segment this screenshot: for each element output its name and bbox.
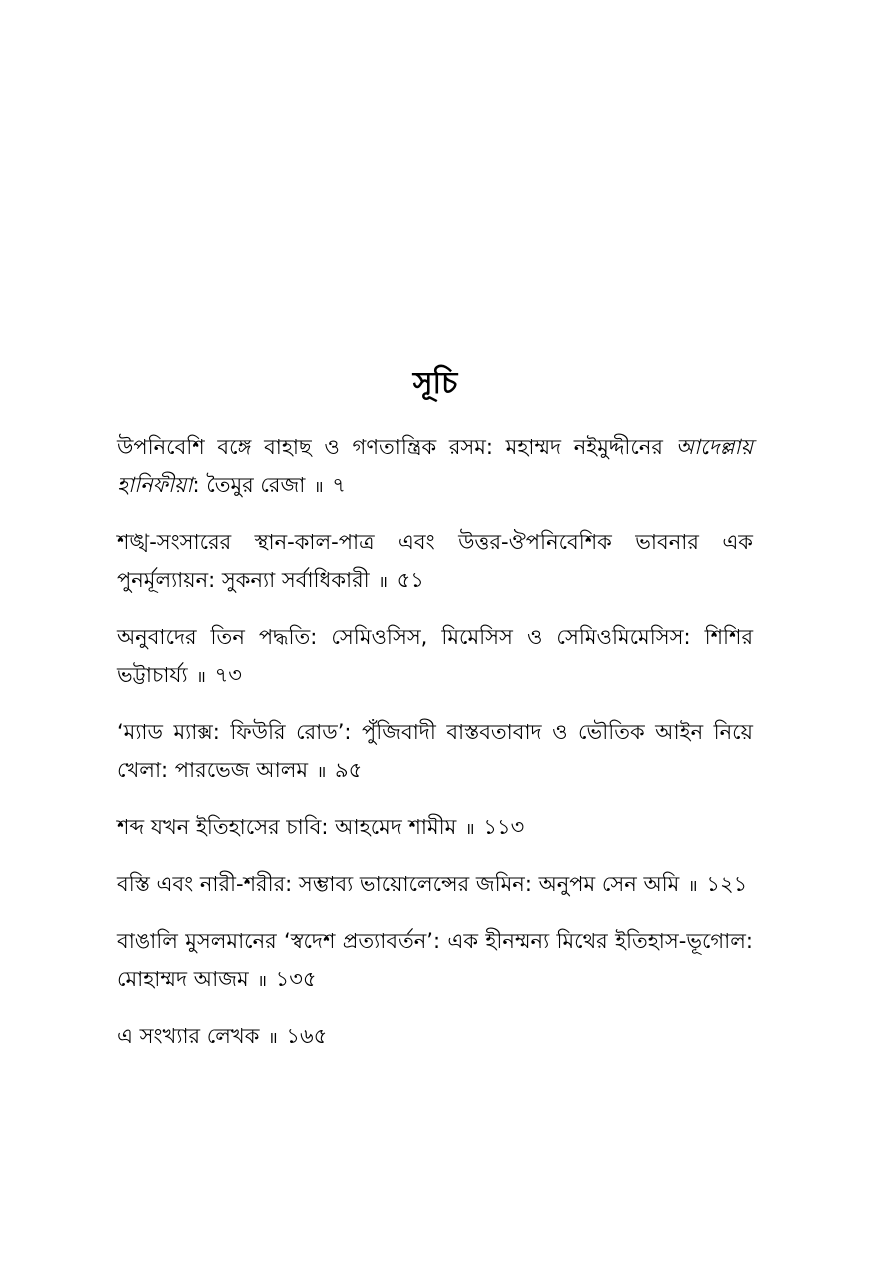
toc-entry xyxy=(117,428,753,506)
toc-entry-page: ৭ xyxy=(332,473,346,497)
toc-entry xyxy=(117,922,753,1000)
toc-entry-page: ১১৩ xyxy=(483,815,525,839)
page-separator: ॥ xyxy=(268,1028,278,1047)
toc-entry-title: শঙ্খ-সংসারের স্থান-কাল-পাত্র এবং উত্তর-ঔপনিবেশিক ভাবনার এক পুনর্মূল্যায়ন: সুকন্যা সর্বাধিকারী xyxy=(117,530,753,592)
page-separator: ॥ xyxy=(688,876,698,895)
toc-entry-title: ‘ম্যাড ম্যাক্স: ফিউরি রোড’: পুঁজিবাদী বাস্তবতাবাদ ও ভৌতিক আইন নিয়ে খেলা: পারভেজ আলম xyxy=(117,720,753,782)
table-of-contents xyxy=(117,428,753,1074)
toc-entry-page: ১৬৫ xyxy=(286,1024,328,1048)
page-separator: ॥ xyxy=(465,819,475,838)
toc-entry-title: বাঙালি মুসলমানের ‘স্বদেশ প্রত্যাবর্তন’: এক হীনম্মন্য মিথের ইতিহাস-ভূগোল: মোহাম্মদ আজম xyxy=(117,929,753,991)
toc-entry-page: ১২১ xyxy=(706,872,748,896)
toc-entry-page: ৯৫ xyxy=(335,758,363,782)
toc-entry xyxy=(117,865,753,905)
toc-entry-title: শব্দ যখন ইতিহাসের চাবি: আহমেদ শামীম xyxy=(117,815,457,839)
toc-entry xyxy=(117,1017,753,1057)
toc-entry-page: ৫১ xyxy=(396,568,424,592)
toc-entry xyxy=(117,808,753,848)
toc-entry-book-title: আদেল্লায় হানিফীয়া xyxy=(117,435,753,497)
page-separator: ॥ xyxy=(196,667,206,686)
page-separator: ॥ xyxy=(316,762,327,781)
toc-entry xyxy=(117,713,753,791)
page-separator: ॥ xyxy=(314,477,324,496)
toc-entry-title: এ সংখ্যার লেখক xyxy=(117,1024,260,1048)
toc-entry xyxy=(117,618,753,696)
toc-entry xyxy=(117,523,753,601)
page-separator: ॥ xyxy=(378,572,388,591)
page-title: সূচি xyxy=(412,366,458,401)
toc-entry-title: বস্তি এবং নারী-শরীর: সম্ভাব্য ভায়োলেন্সের জমিন: অনুপম সেন অমি xyxy=(117,872,680,896)
toc-entry-page: ৭৩ xyxy=(214,663,242,687)
toc-entry-author: : তৈমুর রেজা xyxy=(192,473,306,497)
toc-entry-title: উপনিবেশি বঙ্গে বাহাছ ও গণতান্ত্রিক রসম: মহাম্মদ নইমুদ্দীনের xyxy=(117,435,676,459)
toc-entry-page: ১৩৫ xyxy=(275,967,317,991)
toc-entry-title: অনুবাদের তিন পদ্ধতি: সেমিওসিস, মিমেসিস ও সেমিওমিমেসিস: শিশির ভট্টাচার্য্য xyxy=(117,625,753,687)
page-separator: ॥ xyxy=(257,971,267,990)
